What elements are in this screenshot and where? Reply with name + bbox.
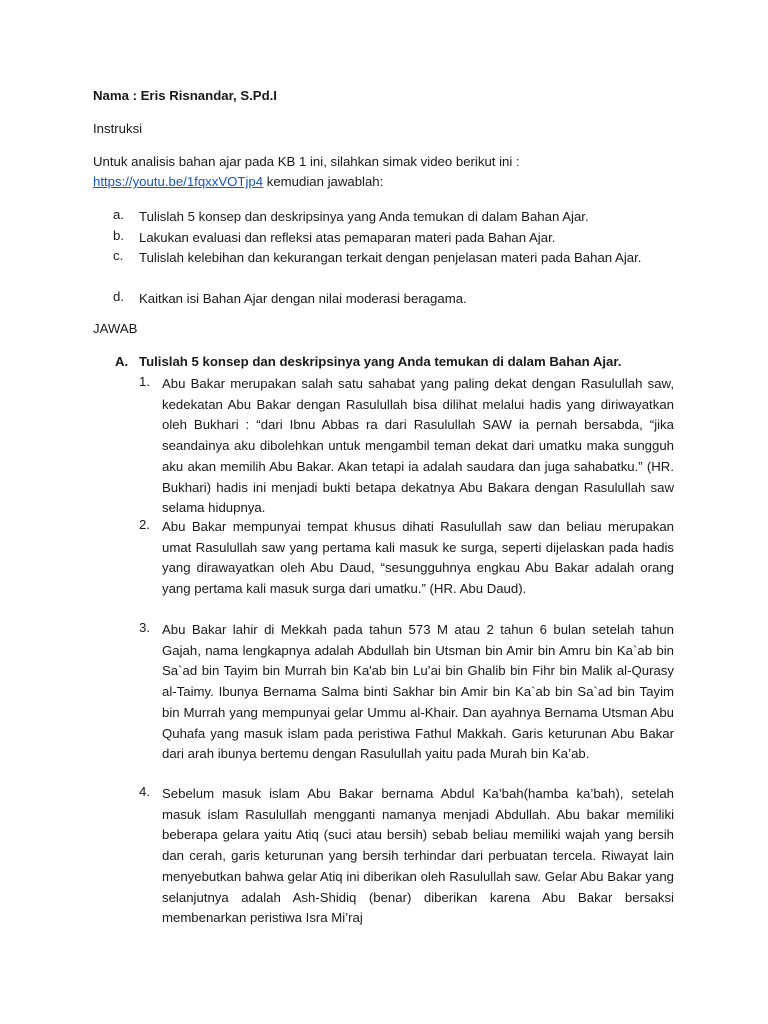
link-line <box>93 174 383 189</box>
author-name: Nama : Eris Risnandar, S.Pd.I <box>93 88 277 103</box>
intro-text: Untuk analisis bahan ajar pada KB 1 ini, silahkan simak video berikut ini : <box>93 154 520 169</box>
task-text: Tulislah 5 konsep dan deskripsinya yang Anda temukan di dalam Bahan Ajar. <box>139 209 589 224</box>
task-letter: d. <box>113 289 124 304</box>
task-text: Kaitkan isi Bahan Ajar dengan nilai moderasi beragama. <box>139 291 467 306</box>
task-letter: c. <box>113 248 124 263</box>
item-number: 3. <box>139 620 150 635</box>
item-number: 4. <box>139 784 150 799</box>
instruction-title: Instruksi <box>93 121 143 136</box>
link-suffix: kemudian jawablah: <box>263 174 384 189</box>
item-number: 1. <box>139 374 150 389</box>
section-letter: A. <box>115 354 129 369</box>
task-letter: a. <box>113 207 124 222</box>
task-letter: b. <box>113 228 124 243</box>
list-item: Sebelum masuk islam Abu Bakar bernama Abdul Ka’bah(hamba ka’bah), setelah masuk islam Rasulullah mengganti namanya menjadi Abdullah. Abu bakar memiliki beberapa gelara yaitu Atiq (suci atau bersih) sebab beliau memiliki wajah yang bersih dan cerah, garis keturunan yang bersih terhindar dari perbuatan tercela. Riwayat lain menyebutkan bahwa gelar Atiq ini diberikan oleh Rasulullah saw. Gelar Abu Bakar yang selanjutnya adalah Ash-Shidiq (benar) diberikan karena Abu Bakar bersaksi membenarkan peristiwa Isra Mi’raj <box>162 786 674 926</box>
task-text: Lakukan evaluasi dan refleksi atas pemaparan materi pada Bahan Ajar. <box>139 230 556 245</box>
list-item: Abu Bakar lahir di Mekkah pada tahun 573 M atau 2 tahun 6 bulan setelah tahun Gajah, nama lengkapnya adalah Abdullah bin Utsman bin Amir bin Amru bin Ka`ab bin Sa`ad bin Tayim bin Murrah bin Ka'ab bin Lu’ai bin Ghalib bin Fihr bin Malik al-Qurasy al-Taimy. Ibunya Bernama Salma binti Sakhar bin Amir bin Ka`ab bin Sa`ad bin Tayim bin Murrah yang mempunyai gelar Ummu al-Khair. Dan ayahnya Bernama Utsman Abu Quhafa yang masuk islam pada peristiwa Fathul Makkah. Garis keturunan Abu Bakar dari arah ibunya bertemu dengan Rasulullah yaitu pada Murah bin Ka’ab. <box>162 622 674 762</box>
task-text: Tulislah kelebihan dan kekurangan terkait dengan penjelasan materi pada Bahan Ajar. <box>139 250 642 265</box>
list-item: Abu Bakar merupakan salah satu sahabat yang paling dekat dengan Rasulullah saw, kedekatan Abu Bakar dengan Rasulullah bisa dilihat melalui hadis yang diriwayatkan oleh Bukhari : “dari Ibnu Abbas ra dari Rasulullah SAW ia pernah bersabda, “jika seandainya aku dibolehkan untuk mengambil teman dekat dari umatku maka sungguh aku akan memilih Abu Bakar. Akan tetapi ia adalah saudara dan juga sahabatku.” (HR. Bukhari) hadis ini menjadi bukti betapa dekatnya Abu Bakara dengan Rasulullah saw selama hidupnya. <box>162 376 674 516</box>
video-link[interactable]: https://youtu.be/1fqxxVOTjp4 <box>93 174 264 189</box>
section-title: Tulislah 5 konsep dan deskripsinya yang Anda temukan di dalam Bahan Ajar. <box>139 354 622 369</box>
item-number: 2. <box>139 517 150 532</box>
answer-label: JAWAB <box>93 321 138 336</box>
list-item: Abu Bakar mempunyai tempat khusus dihati Rasulullah saw dan beliau merupakan umat Rasulullah saw yang pertama kali masuk ke surga, seperti dijelaskan pada hadis yang dirawayatkan oleh Abu Daud, “sesungguhnya engkau Abu Bakar adalah orang yang pertama kali masuk surga dari umatku.” (HR. Abu Daud). <box>162 519 674 597</box>
